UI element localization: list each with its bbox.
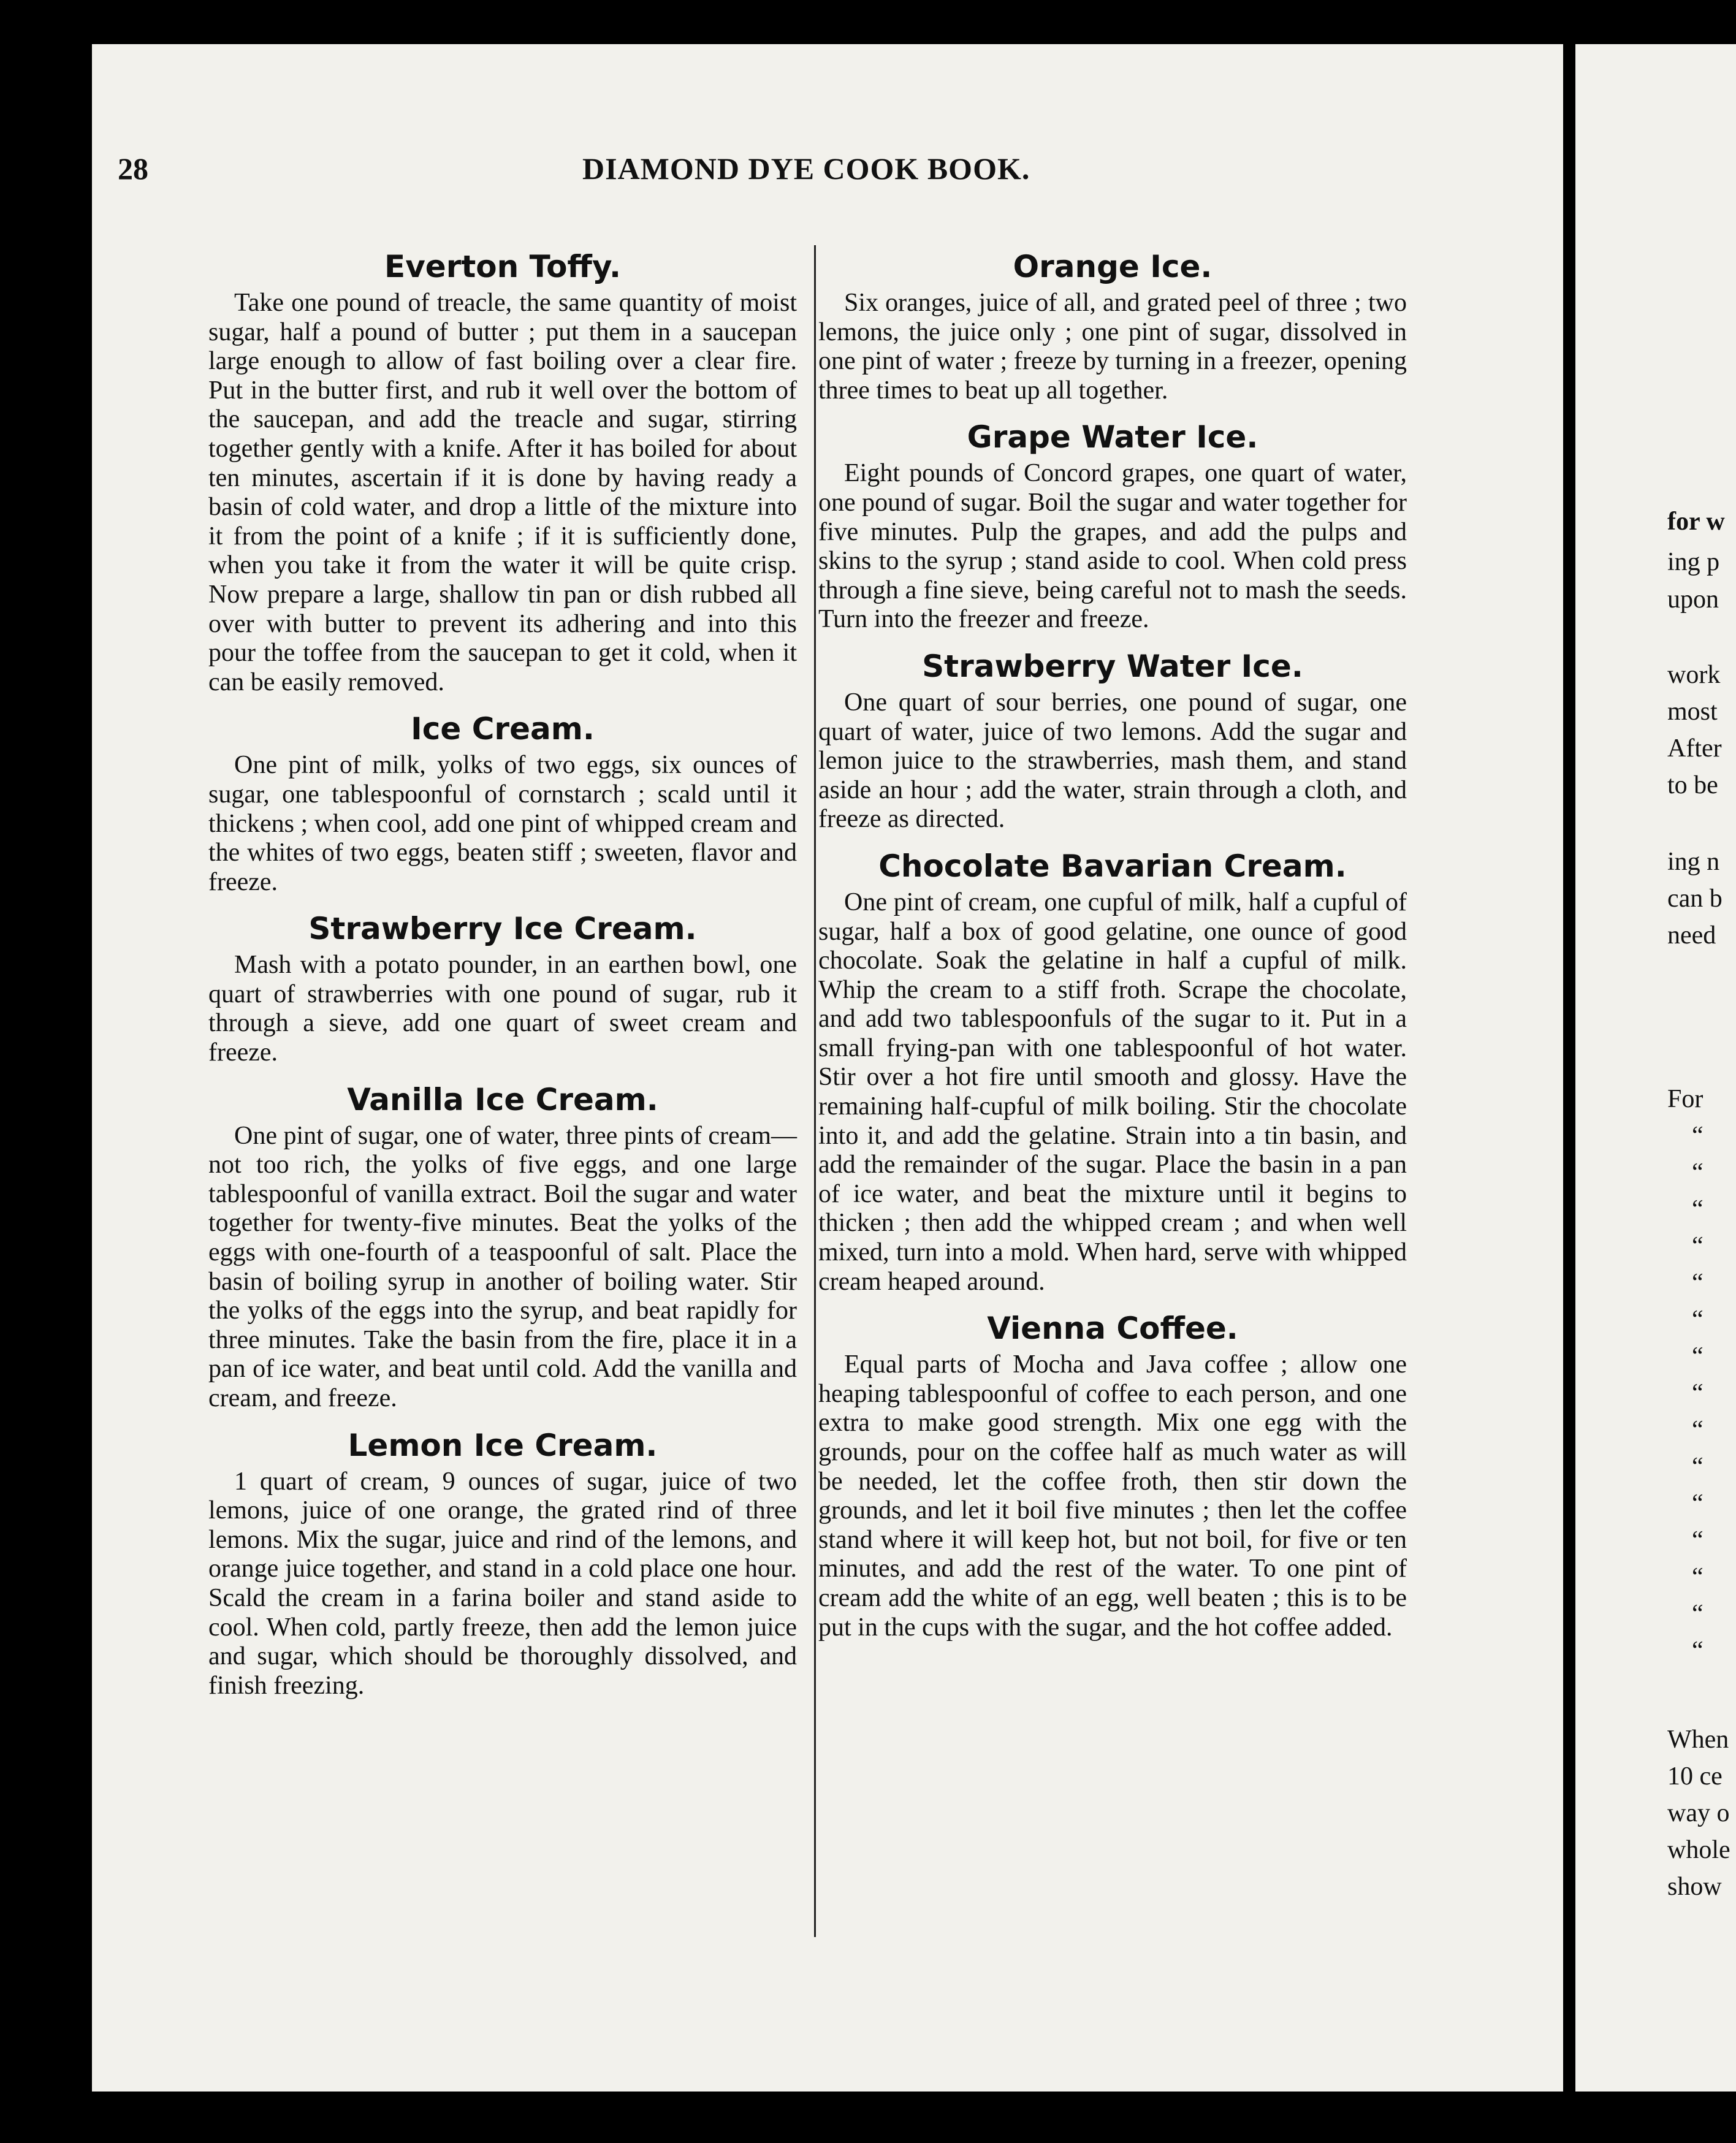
next-page-fragment: When [1667,1726,1729,1754]
next-page-fragment: for w [1667,508,1725,536]
right-column [818,248,1407,1656]
column-divider [814,245,816,1937]
next-page-fragment: For [1667,1085,1704,1113]
recipe-title: Strawberry Water Ice. [922,648,1303,684]
next-page-fragment: can b [1667,885,1723,913]
ditto-mark: “ [1692,1416,1704,1444]
ditto-mark: “ [1692,1306,1704,1334]
recipe-lemon-ice-cream [208,1427,797,1701]
next-page-fragment: need [1667,921,1716,950]
next-page-fragment: 10 ce [1667,1762,1723,1791]
ditto-mark: “ [1692,1600,1704,1628]
page-number: 28 [118,151,148,186]
ditto-mark: “ [1692,1122,1704,1150]
running-head: DIAMOND DYE COOK BOOK. [582,151,1030,186]
recipe-title: Vienna Coffee. [987,1311,1238,1347]
ditto-mark: “ [1692,1232,1704,1260]
recipe-title: Vanilla Ice Cream. [347,1081,658,1117]
ditto-mark: “ [1692,1159,1704,1187]
ditto-mark: “ [1692,1490,1704,1518]
recipe-title: Orange Ice. [1013,249,1213,284]
recipe-vanilla-ice-cream [208,1081,797,1414]
recipe-title: Ice Cream. [411,711,595,747]
next-page-fragment: upon [1667,585,1719,614]
recipe-body: One pint of milk, yolks of two eggs, six ounces of sugar, one tablespoonful of cornstarch ; scald until it thickens ; when cool, add one pint of whipped cream and the whites of two eggs, beaten stiff ; sweeten, flavor and freeze. [208,751,797,896]
recipe-body: 1 quart of cream, 9 ounces of sugar, juice of two lemons, juice of one orange, the grated rind of three lemons. Mix the sugar, juice and rind of the lemons, and orange juice together, and stand in a cold place one hour. Scald the cream in a farina boiler and stand aside to cool. When cold, partly freeze, then add the lemon juice and sugar, which should be thoroughly dissolved, and finish freezing. [208,1467,797,1700]
ditto-mark: “ [1692,1526,1704,1555]
recipe-title: Chocolate Bavarian Cream. [878,848,1347,884]
ditto-mark: “ [1692,1637,1704,1665]
recipe-chocolate-bavarian-cream [818,848,1407,1296]
recipe-body: Eight pounds of Concord grapes, one quart of water, one pound of sugar. Boil the sugar and water together for five minutes. Pulp the grapes, and add the pulps and skins to the syrup ; stand aside to cool. When cold press through a fine sieve, being careful not to mash the seeds. Turn into the freezer and freeze. [818,459,1407,634]
recipe-ice-cream [208,710,797,897]
recipe-orange-ice [818,248,1407,405]
recipe-title: Strawberry Ice Cream. [308,911,697,947]
recipe-body: One pint of sugar, one of water, three pints of cream—not too rich, the yolks of five eggs, and one large tablespoonful of vanilla extract. Boil the sugar and water together for twenty-five minutes. Beat the yolks of the eggs with one-fourth of a teaspoonful of salt. Place the basin of boiling syrup in another of boiling water. Stir the yolks of the eggs into the syrup, and beat rapidly for three minutes. Take the basin from the fire, place it in a pan of ice water, and beat until cold. Add the vanilla and cream, and freeze. [208,1121,797,1412]
ditto-mark: “ [1692,1269,1704,1297]
ditto-mark: “ [1692,1453,1704,1481]
left-column [208,248,797,1714]
recipe-grape-water-ice [818,419,1407,634]
recipe-body: Equal parts of Mocha and Java coffee ; allow one heaping tablespoonful of coffee to each person, and one extra to make good strength. Mix one egg with the grounds, pour on the coffee half as much water as will be needed, let the coffee froth, then stir down the grounds, and let it boil five minutes ; then let the coffee stand where it will keep hot, but not boil, for five or ten minutes, and add the rest of the water. To one pint of cream add the white of an egg, well beaten ; this is to be put in the cups with the sugar, and the hot coffee added. [818,1350,1407,1642]
next-page-fragment: way o [1667,1799,1730,1827]
ditto-mark: “ [1692,1563,1704,1591]
next-page-fragment: whole [1667,1836,1730,1864]
ditto-mark: “ [1692,1342,1704,1371]
next-page-fragment: After [1667,734,1722,763]
ditto-mark: “ [1692,1195,1704,1224]
next-page-fragment: ing p [1667,548,1720,576]
ditto-mark: “ [1692,1379,1704,1407]
recipe-strawberry-water-ice [818,648,1407,834]
recipe-title: Everton Toffy. [384,249,621,284]
recipe-body: Mash with a potato pounder, in an earthen bowl, one quart of strawberries with one pound of sugar, rub it through a sieve, add one quart of sweet cream and freeze. [208,951,797,1067]
next-page-fragment: show [1667,1873,1722,1901]
next-page-fragment: most [1667,698,1718,726]
recipe-body: Six oranges, juice of all, and grated peel of three ; two lemons, the juice only ; one pint of sugar, dissolved in one pint of water ; freeze by turning in a freezer, opening three times to beat up all together. [818,289,1407,405]
recipe-title: Grape Water Ice. [967,419,1258,455]
next-page-fragment: ing n [1667,848,1720,876]
recipe-body: One pint of cream, one cupful of milk, half a cupful of sugar, half a box of good gelatine, one ounce of good chocolate. Soak the gelatine in half a cupful of milk. Whip the cream to a stiff froth. Scrape the chocolate, and add two tablespoonfuls of the sugar to it. Put in a small frying-pan with one tablespoonful of hot water. Stir over a hot fire until smooth and glossy. Have the remaining half-cupful of milk boiling. Stir the chocolate into it, and add the gelatine. Strain into a tin basin, and add the remainder of the sugar. Place the basin in a pan of ice water, and beat the mixture until it begins to thicken ; then add the whipped cream ; and when well mixed, turn into a mold. When hard, serve with whipped cream heaped around. [818,888,1407,1296]
recipe-strawberry-ice-cream [208,910,797,1067]
recipe-vienna-coffee [818,1310,1407,1642]
recipe-everton-toffy [208,248,797,697]
recipe-title: Lemon Ice Cream. [348,1427,658,1463]
next-page-fragment: work [1667,661,1721,689]
recipe-body: Take one pound of treacle, the same quantity of moist sugar, half a pound of butter ; put them in a saucepan large enough to allow of fast boiling over a clear fire. Put in the butter first, and rub it well over the bottom of the saucepan, and add the treacle and sugar, stirring together gently with a knife. After it has boiled for about ten minutes, ascertain if it is done by having ready a basin of cold water, and drop a little of the mixture into it from the point of a knife ; if it is sufficiently done, when you take it from the water it will be quite crisp. Now prepare a large, shallow tin pan or dish rubbed all over with butter to prevent its adhering and into this pour the toffee from the saucepan to get it cold, when it can be easily removed. [208,289,797,696]
recipe-body: One quart of sour berries, one pound of sugar, one quart of water, juice of two lemons. Add the sugar and lemon juice to the strawberries, mash them, and stand aside an hour ; add the water, strain through a cloth, and freeze as directed. [818,688,1407,834]
next-page-fragment: to be [1667,771,1718,799]
